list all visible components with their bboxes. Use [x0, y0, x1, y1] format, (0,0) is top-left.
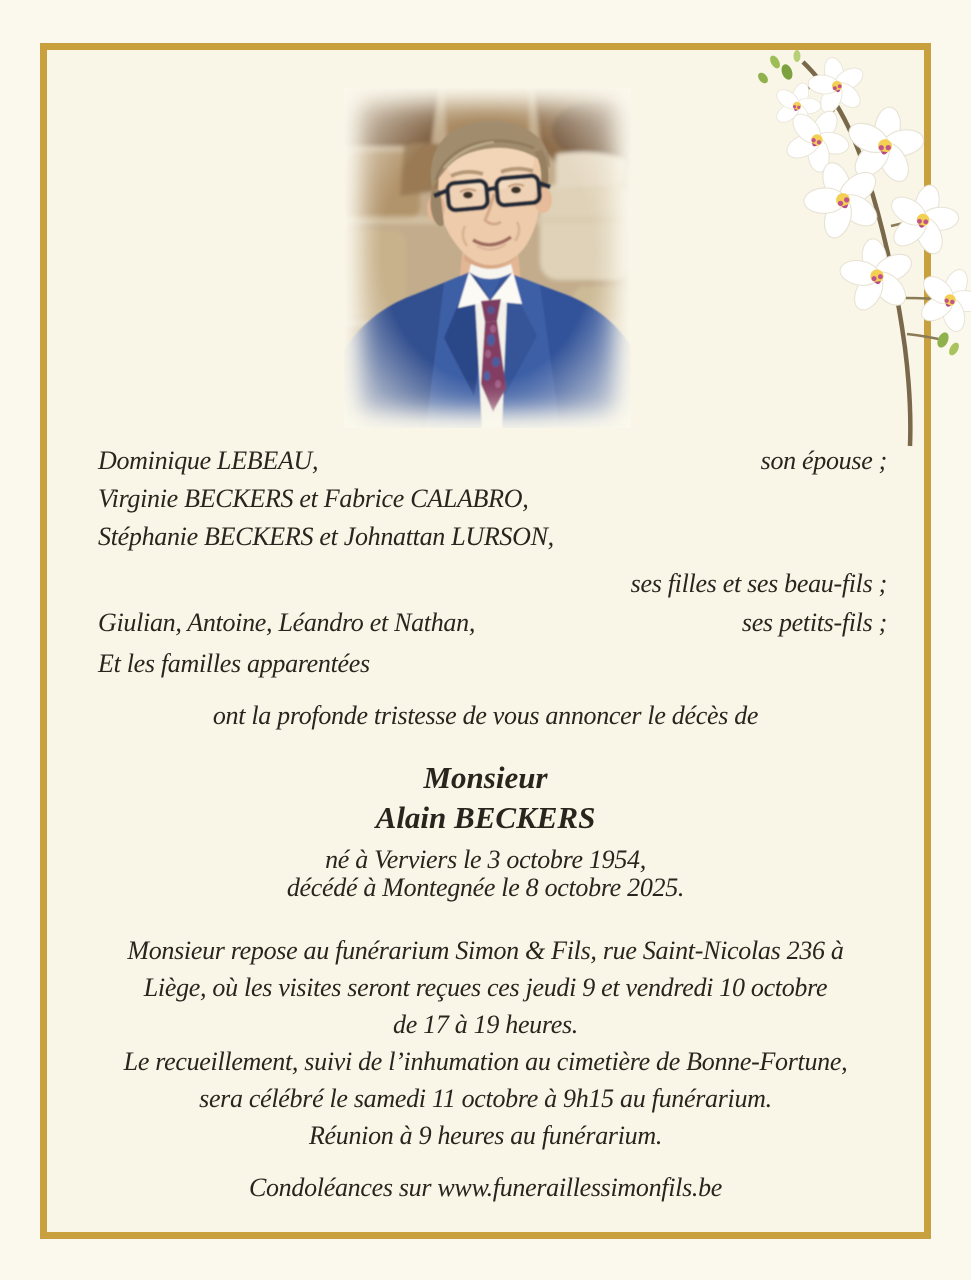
family-line [98, 484, 887, 514]
funeral-details-line: de 17 à 19 heures. [393, 1010, 578, 1039]
family-name: Giulian, Antoine, Léandro et Nathan, [98, 608, 476, 637]
family-line [98, 608, 887, 638]
family-name: Et les familles apparentées [98, 649, 370, 678]
funeral-details-line: sera célébré le samedi 11 octobre à 9h15 au funérarium. [199, 1084, 772, 1113]
announcement-sentence: ont la profonde tristesse de vous annoncer le décès de [212, 701, 759, 730]
funeral-details-line: Monsieur repose au funérarium Simon & Fils, rue Saint-Nicolas 236 à [127, 936, 844, 965]
death-info: décédé à Montegnée le 8 octobre 2025. [286, 873, 685, 902]
relation-label: ses filles et ses beau-fils ; [630, 569, 887, 598]
relation-label: ses petits-fils ; [741, 608, 887, 637]
family-name: Virginie BECKERS et Fabrice CALABRO, [98, 484, 529, 513]
funeral-details-line: Le recueillement, suivi de l’inhumation au cimetière de Bonne-Fortune, [123, 1047, 848, 1076]
family-name: Dominique LEBEAU, [98, 446, 319, 475]
funeral-details-line: Liège, où les visites seront reçues ces jeudi 9 et vendredi 10 octobre [143, 973, 828, 1002]
funeral-details-line: Réunion à 9 heures au funérarium. [308, 1121, 663, 1150]
orchid-flower-decoration [745, 48, 971, 448]
relation-label: son épouse ; [760, 446, 887, 475]
deceased-title: Monsieur [423, 760, 548, 795]
family-line [98, 522, 887, 552]
deceased-name: Alain BECKERS [375, 800, 596, 835]
birth-info: né à Verviers le 3 octobre 1954, [325, 845, 646, 874]
family-line [98, 446, 887, 476]
family-name: Stéphanie BECKERS et Johnattan LURSON, [98, 522, 554, 551]
condolences-website-line: Condoléances sur www.funeraillessimonfils.be [248, 1173, 723, 1202]
family-line [98, 649, 887, 679]
family-line [98, 569, 887, 599]
